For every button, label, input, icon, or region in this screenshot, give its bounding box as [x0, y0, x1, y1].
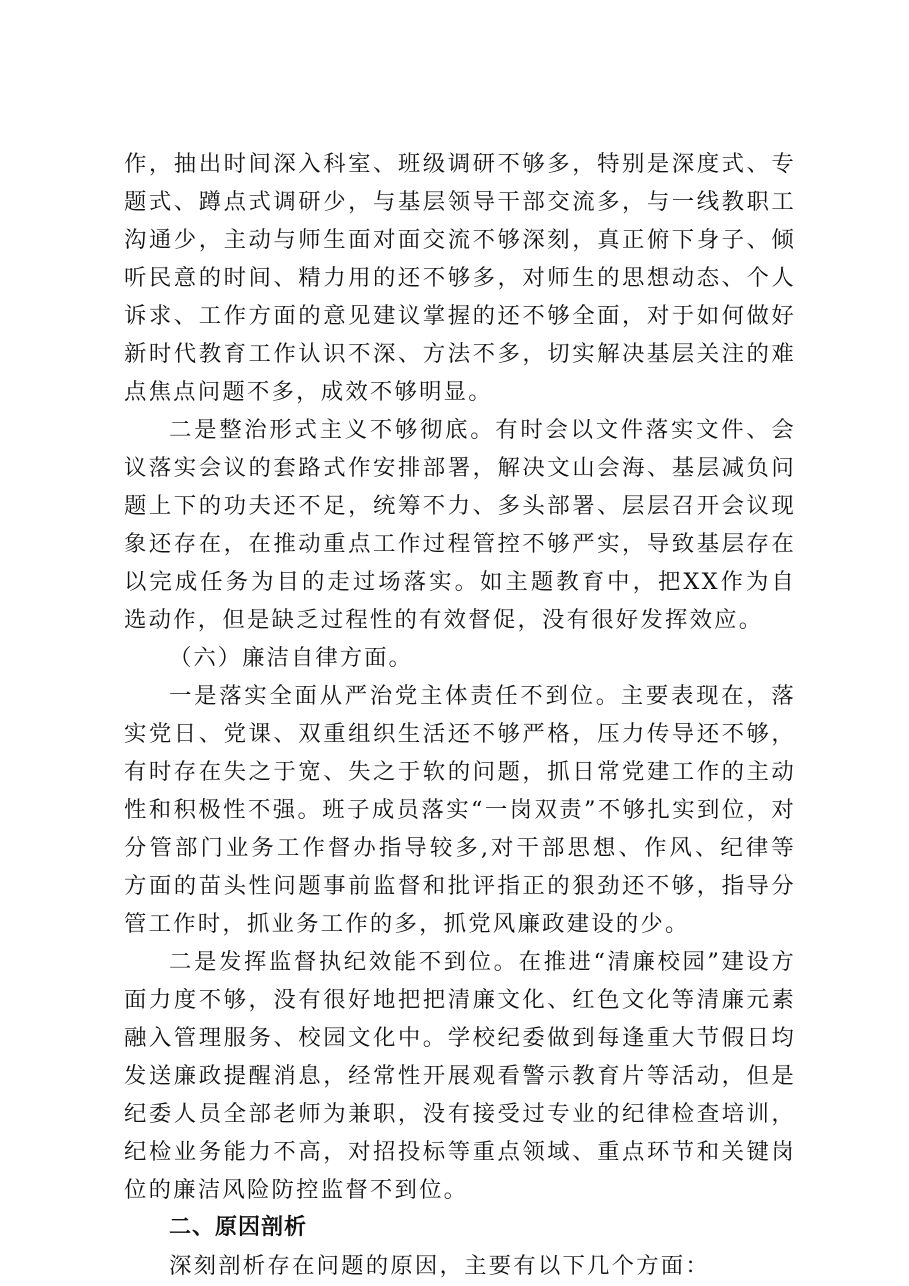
paragraph-formalism: 二是整治形式主义不够彻底。有时会以文件落实文件、会议落实会议的套路式作安排部署，解决文山会海、基层减负问题上下的功夫还不足，统筹不力、多头部署、层层召开会议现象还存在，在推动重点工作过程管控不够严实，导致基层存在以完成任务为目的走过场落实。如主题教育中，把XX作为自选动作，但是缺乏过程性的有效督促，没有很好发挥效应。 — [124, 417, 796, 633]
section-heading-integrity: （六）廉洁自律方面。 — [169, 645, 413, 671]
document-page — [124, 145, 796, 1285]
section-heading-cause-analysis: 二、原因剖析 — [169, 1215, 308, 1240]
paragraph-research: 作，抽出时间深入科室、班级调研不够多，特别是深度式、专题式、蹲点式调研少，与基层领导干部交流多，与一线教职工沟通少，主动与师生面对面交流不够深刻，真正俯下身子、倾听民意的时间、精力用的还不够多，对师生的思想动态、个人诉求、工作方面的意见建议掌握的还不够全面，对于如何做好新时代教育工作认识不深、方法不多，切实解决基层关注的难点焦点问题不多，成效不够明显。 — [124, 151, 796, 405]
paragraph-cause-intro: 深刻剖析存在问题的原因，主要有以下几个方面： — [169, 1253, 710, 1279]
paragraph-party-responsibility: 一是落实全面从严治党主体责任不到位。主要表现在，落实党日、党课、双重组织生活还不够严格，压力传导还不够，有时存在失之于宽、失之于软的问题，抓日常党建工作的主动性和积极性不强。班子成员落实“一岗双责”不够扎实到位，对分管部门业务工作督办指导较多,对干部思想、作风、纪律等方面的苗头性问题事前监督和批评指正的狠劲还不够，指导分管工作时，抓业务工作的多，抓党风廉政建设的少。 — [124, 683, 796, 937]
paragraph-supervision: 二是发挥监督执纪效能不到位。在推进“清廉校园”建设方面力度不够，没有很好地把把清廉文化、红色文化等清廉元素融入管理服务、校园文化中。学校纪委做到每逢重大节假日均发送廉政提醒消息，经常性开展观看警示教育片等活动，但是纪委人员全部老师为兼职，没有接受过专业的纪律检查培训，纪检业务能力不高，对招投标等重点领域、重点环节和关键岗位的廉洁风险防控监督不到位。 — [124, 949, 796, 1203]
